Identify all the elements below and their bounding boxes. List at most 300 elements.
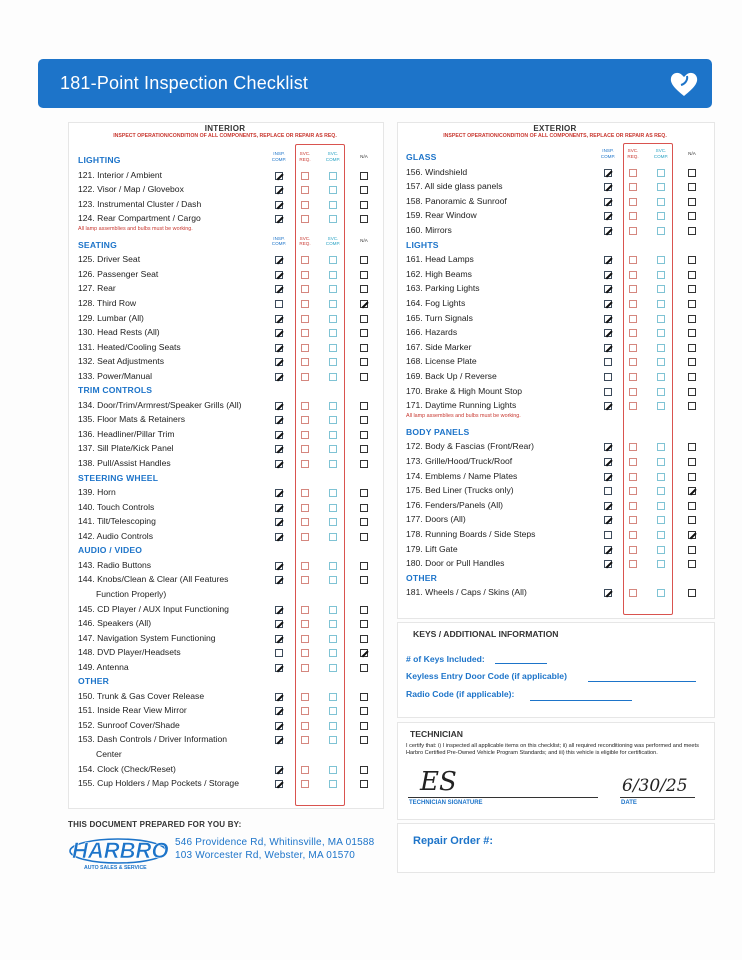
svc-req-checkbox[interactable]: [301, 780, 309, 788]
svc-comp-checkbox[interactable]: [657, 315, 665, 323]
na-checkbox[interactable]: [688, 516, 696, 524]
svc-comp-checkbox[interactable]: [657, 373, 665, 381]
insp-comp-checkbox[interactable]: [275, 285, 283, 293]
svc-req-checkbox[interactable]: [629, 300, 637, 308]
exterior-checklist-item: 156. Windshield: [406, 166, 468, 177]
insp-comp-checkbox[interactable]: [604, 271, 612, 279]
svc-req-checkbox[interactable]: [301, 518, 309, 526]
certify-text: I certify that: i) I inspected all applicable items on this checklist; ii) all required reconditioning was performed and meets Harbro Certified Pre-Owned Vehicle Program Standards; and iii) this vehicle is eligible for certification.: [406, 743, 699, 757]
svc-comp-checkbox[interactable]: [657, 402, 665, 410]
header-req-1: SVC.: [299, 235, 311, 241]
insp-comp-checkbox[interactable]: [604, 589, 612, 597]
interior-checklist-item: 132. Seat Adjustments: [78, 356, 164, 367]
insp-comp-checkbox[interactable]: [604, 256, 612, 264]
na-checkbox[interactable]: [360, 736, 368, 744]
na-checkbox[interactable]: [360, 649, 368, 657]
header-comp-2: COMP.: [325, 241, 341, 247]
svc-comp-checkbox[interactable]: [657, 546, 665, 554]
exterior-checklist-item: 178. Running Boards / Side Steps: [406, 529, 536, 539]
svc-req-checkbox[interactable]: [629, 344, 637, 352]
svc-req-checkbox[interactable]: [629, 227, 637, 235]
insp-comp-checkbox[interactable]: [275, 707, 283, 715]
svc-req-checkbox[interactable]: [301, 358, 309, 366]
na-checkbox[interactable]: [360, 172, 368, 180]
svc-comp-checkbox[interactable]: [657, 169, 665, 177]
svc-req-checkbox[interactable]: [629, 271, 637, 279]
header-req-1: SVC.: [299, 151, 311, 156]
na-checkbox[interactable]: [688, 329, 696, 337]
na-checkbox[interactable]: [688, 473, 696, 481]
insp-comp-checkbox[interactable]: [275, 215, 283, 223]
svc-comp-checkbox[interactable]: [657, 473, 665, 481]
na-checkbox[interactable]: [360, 635, 368, 643]
svc-comp-checkbox[interactable]: [329, 201, 337, 209]
svc-comp-checkbox[interactable]: [657, 388, 665, 396]
svc-req-checkbox[interactable]: [629, 502, 637, 510]
svc-req-checkbox[interactable]: [301, 285, 309, 293]
svc-req-checkbox[interactable]: [301, 489, 309, 497]
svc-req-checkbox[interactable]: [629, 531, 637, 539]
svc-comp-checkbox[interactable]: [657, 531, 665, 539]
na-checkbox[interactable]: [360, 606, 368, 614]
interior-section-title: TRIM CONTROLS: [78, 385, 153, 396]
na-checkbox[interactable]: [360, 300, 368, 308]
interior-checklist-item: 125. Driver Seat: [78, 254, 141, 265]
na-checkbox[interactable]: [688, 487, 696, 495]
insp-comp-checkbox[interactable]: [275, 766, 283, 774]
insp-comp-checkbox[interactable]: [275, 201, 283, 209]
svc-req-checkbox[interactable]: [629, 546, 637, 554]
svc-req-checkbox[interactable]: [301, 576, 309, 584]
svc-comp-checkbox[interactable]: [657, 502, 665, 510]
header-insp-1: INSP.: [273, 235, 285, 241]
svc-req-checkbox[interactable]: [301, 329, 309, 337]
na-checkbox[interactable]: [360, 373, 368, 381]
na-checkbox[interactable]: [688, 531, 696, 539]
na-checkbox[interactable]: [360, 766, 368, 774]
na-checkbox[interactable]: [360, 402, 368, 410]
interior-checklist-item: 152. Sunroof Cover/Shade: [78, 719, 180, 730]
svc-comp-checkbox[interactable]: [329, 635, 337, 643]
svc-req-checkbox[interactable]: [301, 736, 309, 744]
na-checkbox[interactable]: [688, 300, 696, 308]
svc-comp-checkbox[interactable]: [657, 271, 665, 279]
exterior-checklist-item: 170. Brake & High Mount Stop: [406, 385, 523, 396]
na-checkbox[interactable]: [360, 344, 368, 352]
na-checkbox[interactable]: [688, 212, 696, 220]
svc-req-checkbox[interactable]: [301, 271, 309, 279]
na-checkbox[interactable]: [688, 546, 696, 554]
na-checkbox[interactable]: [688, 183, 696, 191]
keys-included-field[interactable]: [495, 663, 547, 664]
address-whitinsville: 546 Providence Rd, Whitinsville, MA 01588: [175, 837, 375, 848]
svc-req-checkbox[interactable]: [629, 285, 637, 293]
svc-req-checkbox[interactable]: [629, 487, 637, 495]
svc-req-checkbox[interactable]: [629, 560, 637, 568]
na-checkbox[interactable]: [688, 373, 696, 381]
insp-comp-checkbox[interactable]: [604, 458, 612, 466]
interior-checklist-item: 141. Tilt/Telescoping: [78, 516, 156, 527]
svc-req-checkbox[interactable]: [629, 388, 637, 396]
svc-req-checkbox[interactable]: [301, 649, 309, 657]
insp-comp-checkbox[interactable]: [275, 416, 283, 424]
na-checkbox[interactable]: [360, 664, 368, 672]
svc-comp-checkbox[interactable]: [329, 344, 337, 352]
na-checkbox[interactable]: [360, 186, 368, 194]
insp-comp-checkbox[interactable]: [275, 504, 283, 512]
na-checkbox[interactable]: [688, 285, 696, 293]
svc-req-checkbox[interactable]: [629, 458, 637, 466]
na-checkbox[interactable]: [360, 489, 368, 497]
na-checkbox[interactable]: [688, 271, 696, 279]
header-req-2: REQ.: [299, 241, 311, 247]
svc-comp-checkbox[interactable]: [657, 300, 665, 308]
exterior-checklist-item: 175. Bed Liner (Trucks only): [406, 485, 514, 496]
na-checkbox[interactable]: [688, 198, 696, 206]
svc-comp-checkbox[interactable]: [329, 215, 337, 223]
insp-comp-checkbox[interactable]: [275, 518, 283, 526]
na-checkbox[interactable]: [360, 620, 368, 628]
interior-checklist-item: 154. Clock (Check/Reset): [78, 763, 176, 774]
svc-req-checkbox[interactable]: [629, 329, 637, 337]
svc-req-checkbox[interactable]: [301, 766, 309, 774]
svc-req-checkbox[interactable]: [301, 416, 309, 424]
insp-comp-checkbox[interactable]: [604, 300, 612, 308]
svc-req-checkbox[interactable]: [301, 215, 309, 223]
interior-checklist-item: 126. Passenger Seat: [78, 268, 159, 279]
svc-comp-checkbox[interactable]: [657, 443, 665, 451]
svc-comp-checkbox[interactable]: [329, 707, 337, 715]
svc-comp-checkbox[interactable]: [329, 431, 337, 439]
insp-comp-checkbox[interactable]: [275, 693, 283, 701]
signature-label: TECHNICIAN SIGNATURE: [409, 800, 483, 806]
na-checkbox[interactable]: [360, 201, 368, 209]
exterior-checklist-item: 159. Rear Window: [406, 210, 477, 221]
insp-comp-checkbox[interactable]: [275, 635, 283, 643]
insp-comp-checkbox[interactable]: [275, 606, 283, 614]
svc-req-checkbox[interactable]: [301, 562, 309, 570]
insp-comp-checkbox[interactable]: [604, 546, 612, 554]
na-checkbox[interactable]: [688, 169, 696, 177]
na-checkbox[interactable]: [360, 707, 368, 715]
insp-comp-checkbox[interactable]: [275, 172, 283, 180]
na-checkbox[interactable]: [688, 443, 696, 451]
insp-comp-checkbox[interactable]: [604, 502, 612, 510]
interior-checklist-item: 136. Headliner/Pillar Trim: [78, 428, 175, 439]
exterior-checklist-item: 173. Grille/Hood/Truck/Roof: [406, 456, 513, 466]
svc-comp-checkbox[interactable]: [329, 358, 337, 366]
insp-comp-checkbox[interactable]: [275, 576, 283, 584]
na-checkbox[interactable]: [360, 518, 368, 526]
insp-comp-checkbox[interactable]: [275, 186, 283, 194]
harbro-logo-icon: [68, 836, 170, 872]
na-checkbox[interactable]: [688, 458, 696, 466]
na-checkbox[interactable]: [360, 504, 368, 512]
insp-comp-checkbox[interactable]: [275, 315, 283, 323]
na-checkbox[interactable]: [688, 589, 696, 597]
svc-comp-checkbox[interactable]: [329, 460, 337, 468]
svc-comp-checkbox[interactable]: [657, 212, 665, 220]
insp-comp-checkbox[interactable]: [604, 344, 612, 352]
svc-comp-checkbox[interactable]: [329, 562, 337, 570]
svc-comp-checkbox[interactable]: [657, 198, 665, 206]
interior-checklist-item: 143. Radio Buttons: [78, 559, 152, 570]
insp-comp-checkbox[interactable]: [275, 489, 283, 497]
svc-req-checkbox[interactable]: [301, 533, 309, 541]
insp-comp-checkbox[interactable]: [275, 460, 283, 468]
svc-comp-checkbox[interactable]: [657, 516, 665, 524]
na-checkbox[interactable]: [360, 693, 368, 701]
insp-comp-checkbox[interactable]: [275, 344, 283, 352]
svc-req-checkbox[interactable]: [629, 198, 637, 206]
insp-comp-checkbox[interactable]: [275, 620, 283, 628]
svc-comp-checkbox[interactable]: [657, 256, 665, 264]
insp-comp-checkbox[interactable]: [604, 388, 612, 396]
insp-comp-checkbox[interactable]: [275, 329, 283, 337]
date-label: DATE: [621, 800, 637, 806]
date-value[interactable]: 6/30/25: [622, 776, 688, 796]
insp-comp-checkbox[interactable]: [275, 736, 283, 744]
svc-req-checkbox[interactable]: [301, 300, 309, 308]
date-line: [620, 797, 695, 798]
na-checkbox[interactable]: [688, 402, 696, 410]
svc-req-checkbox[interactable]: [301, 402, 309, 410]
svc-req-checkbox[interactable]: [629, 358, 637, 366]
exterior-checklist-item: 158. Panoramic & Sunroof: [406, 195, 507, 206]
svc-req-checkbox[interactable]: [629, 212, 637, 220]
svc-comp-checkbox[interactable]: [329, 736, 337, 744]
svc-comp-checkbox[interactable]: [657, 285, 665, 293]
keys-included-label: # of Keys Included:: [406, 654, 485, 664]
interior-checklist-item: 134. Door/Trim/Armrest/Speaker Grills (All): [78, 399, 242, 410]
insp-comp-checkbox[interactable]: [275, 256, 283, 264]
na-checkbox[interactable]: [360, 271, 368, 279]
insp-comp-checkbox[interactable]: [604, 285, 612, 293]
na-checkbox[interactable]: [360, 780, 368, 788]
na-checkbox[interactable]: [360, 256, 368, 264]
svc-comp-checkbox[interactable]: [329, 533, 337, 541]
na-checkbox[interactable]: [688, 358, 696, 366]
svc-req-checkbox[interactable]: [629, 256, 637, 264]
interior-section-title: STEERING WHEEL: [78, 472, 159, 483]
radio-code-field[interactable]: [530, 700, 632, 701]
svc-req-checkbox[interactable]: [629, 473, 637, 481]
svc-req-checkbox[interactable]: [301, 445, 309, 453]
svc-req-checkbox[interactable]: [629, 315, 637, 323]
insp-comp-checkbox[interactable]: [604, 516, 612, 524]
svc-comp-checkbox[interactable]: [329, 664, 337, 672]
svc-comp-checkbox[interactable]: [329, 402, 337, 410]
exterior-section-title: BODY PANELS: [406, 426, 470, 437]
svc-comp-checkbox[interactable]: [657, 487, 665, 495]
insp-comp-checkbox[interactable]: [604, 443, 612, 451]
insp-comp-checkbox[interactable]: [604, 212, 612, 220]
exterior-checklist-item: 157. All side glass panels: [406, 181, 503, 192]
insp-comp-checkbox[interactable]: [275, 431, 283, 439]
header-req-2: REQ.: [299, 156, 311, 162]
insp-comp-checkbox[interactable]: [604, 169, 612, 177]
svc-comp-checkbox[interactable]: [329, 445, 337, 453]
svc-req-checkbox[interactable]: [301, 201, 309, 209]
insp-comp-checkbox[interactable]: [275, 402, 283, 410]
exterior-title: EXTERIOR: [533, 124, 577, 133]
insp-comp-checkbox[interactable]: [275, 373, 283, 381]
svc-comp-checkbox[interactable]: [329, 285, 337, 293]
svc-req-checkbox[interactable]: [301, 504, 309, 512]
svc-comp-checkbox[interactable]: [329, 780, 337, 788]
svc-comp-checkbox[interactable]: [329, 518, 337, 526]
insp-comp-checkbox[interactable]: [275, 300, 283, 308]
svc-req-checkbox[interactable]: [301, 172, 309, 180]
svc-comp-checkbox[interactable]: [329, 606, 337, 614]
na-checkbox[interactable]: [688, 227, 696, 235]
svc-comp-checkbox[interactable]: [657, 589, 665, 597]
svc-comp-checkbox[interactable]: [329, 315, 337, 323]
na-checkbox[interactable]: [688, 502, 696, 510]
svc-req-checkbox[interactable]: [629, 516, 637, 524]
svc-req-checkbox[interactable]: [629, 402, 637, 410]
svc-req-checkbox[interactable]: [301, 722, 309, 730]
exterior-checklist-item: 168. License Plate: [406, 356, 477, 367]
svc-req-checkbox[interactable]: [629, 589, 637, 597]
svc-req-checkbox[interactable]: [301, 344, 309, 352]
svc-req-checkbox[interactable]: [301, 635, 309, 643]
na-checkbox[interactable]: [360, 285, 368, 293]
na-checkbox[interactable]: [360, 460, 368, 468]
na-checkbox[interactable]: [360, 315, 368, 323]
na-checkbox[interactable]: [360, 445, 368, 453]
insp-comp-checkbox[interactable]: [275, 533, 283, 541]
insp-comp-checkbox[interactable]: [604, 315, 612, 323]
svc-comp-checkbox[interactable]: [329, 271, 337, 279]
exterior-checklist-item: 172. Body & Fascias (Front/Rear): [406, 441, 534, 452]
svc-comp-checkbox[interactable]: [329, 722, 337, 730]
insp-comp-checkbox[interactable]: [275, 649, 283, 657]
svc-comp-checkbox[interactable]: [329, 329, 337, 337]
interior-checklist-item: 147. Navigation System Functioning: [78, 632, 216, 643]
insp-comp-checkbox[interactable]: [604, 473, 612, 481]
svc-comp-checkbox[interactable]: [657, 560, 665, 568]
svc-req-checkbox[interactable]: [301, 606, 309, 614]
na-checkbox[interactable]: [688, 315, 696, 323]
svc-comp-checkbox[interactable]: [329, 416, 337, 424]
na-checkbox[interactable]: [360, 215, 368, 223]
na-checkbox[interactable]: [360, 358, 368, 366]
na-checkbox[interactable]: [688, 388, 696, 396]
insp-comp-checkbox[interactable]: [604, 560, 612, 568]
svc-req-checkbox[interactable]: [629, 169, 637, 177]
svc-comp-checkbox[interactable]: [329, 373, 337, 381]
interior-checklist-item: 130. Head Rests (All): [78, 327, 160, 338]
svc-comp-checkbox[interactable]: [657, 344, 665, 352]
insp-comp-checkbox[interactable]: [275, 780, 283, 788]
exterior-checklist-item: 165. Turn Signals: [406, 312, 473, 323]
svc-comp-checkbox[interactable]: [657, 227, 665, 235]
exterior-section-title: LIGHTS: [406, 239, 439, 250]
svc-req-checkbox[interactable]: [301, 620, 309, 628]
svc-req-checkbox[interactable]: [301, 693, 309, 701]
insp-comp-checkbox[interactable]: [604, 358, 612, 366]
svc-comp-checkbox[interactable]: [329, 300, 337, 308]
insp-comp-checkbox[interactable]: [604, 227, 612, 235]
svc-comp-checkbox[interactable]: [329, 186, 337, 194]
svc-req-checkbox[interactable]: [629, 443, 637, 451]
exterior-checklist-item: 162. High Beams: [406, 268, 472, 279]
keyless-code-field[interactable]: [588, 681, 696, 682]
insp-comp-checkbox[interactable]: [275, 271, 283, 279]
na-checkbox[interactable]: [360, 416, 368, 424]
insp-comp-checkbox[interactable]: [275, 445, 283, 453]
svc-comp-checkbox[interactable]: [657, 183, 665, 191]
insp-comp-checkbox[interactable]: [275, 562, 283, 570]
svc-comp-checkbox[interactable]: [657, 358, 665, 366]
svc-comp-checkbox[interactable]: [329, 766, 337, 774]
interior-title: INTERIOR: [204, 124, 246, 133]
interior-checklist-item-cont: Function Properly): [96, 588, 167, 599]
na-checkbox[interactable]: [688, 256, 696, 264]
svc-req-checkbox[interactable]: [301, 664, 309, 672]
insp-comp-checkbox[interactable]: [604, 487, 612, 495]
na-checkbox[interactable]: [688, 344, 696, 352]
svc-req-checkbox[interactable]: [301, 373, 309, 381]
svc-comp-checkbox[interactable]: [329, 489, 337, 497]
svc-req-checkbox[interactable]: [301, 460, 309, 468]
insp-comp-checkbox[interactable]: [604, 373, 612, 381]
insp-comp-checkbox[interactable]: [604, 531, 612, 539]
na-checkbox[interactable]: [360, 722, 368, 730]
interior-checklist-item: 128. Third Row: [78, 297, 137, 308]
na-checkbox[interactable]: [360, 431, 368, 439]
na-checkbox[interactable]: [360, 329, 368, 337]
na-checkbox[interactable]: [688, 560, 696, 568]
svc-req-checkbox[interactable]: [629, 373, 637, 381]
svc-comp-checkbox[interactable]: [329, 504, 337, 512]
svc-req-checkbox[interactable]: [629, 183, 637, 191]
svc-req-checkbox[interactable]: [301, 707, 309, 715]
technician-signature[interactable]: ES: [420, 767, 457, 797]
insp-comp-checkbox[interactable]: [275, 664, 283, 672]
svc-req-checkbox[interactable]: [301, 315, 309, 323]
insp-comp-checkbox[interactable]: [604, 329, 612, 337]
exterior-checklist-item: 177. Doors (All): [406, 514, 466, 525]
svc-comp-checkbox[interactable]: [329, 693, 337, 701]
prepared-by: THIS DOCUMENT PREPARED FOR YOU BY:: [68, 820, 242, 829]
svc-comp-checkbox[interactable]: [657, 329, 665, 337]
exterior-checklist-item: 164. Fog Lights: [406, 298, 466, 308]
svc-req-checkbox[interactable]: [301, 431, 309, 439]
exterior-checklist-item: 161. Head Lamps: [406, 254, 474, 265]
svc-req-checkbox[interactable]: [301, 256, 309, 264]
insp-comp-checkbox[interactable]: [275, 722, 283, 730]
svc-comp-checkbox[interactable]: [329, 172, 337, 180]
insp-comp-checkbox[interactable]: [604, 402, 612, 410]
svc-comp-checkbox[interactable]: [329, 620, 337, 628]
svc-comp-checkbox[interactable]: [657, 458, 665, 466]
header-req-2: REQ.: [627, 153, 639, 159]
exterior-checklist-item: 163. Parking Lights: [406, 283, 480, 294]
svc-req-checkbox[interactable]: [301, 186, 309, 194]
svc-comp-checkbox[interactable]: [329, 256, 337, 264]
na-checkbox[interactable]: [360, 533, 368, 541]
insp-comp-checkbox[interactable]: [604, 198, 612, 206]
na-checkbox[interactable]: [360, 562, 368, 570]
insp-comp-checkbox[interactable]: [604, 183, 612, 191]
insp-comp-checkbox[interactable]: [275, 358, 283, 366]
svc-comp-checkbox[interactable]: [329, 576, 337, 584]
interior-checklist-item: 135. Floor Mats & Retainers: [78, 414, 185, 425]
na-checkbox[interactable]: [360, 576, 368, 584]
svc-comp-checkbox[interactable]: [329, 649, 337, 657]
